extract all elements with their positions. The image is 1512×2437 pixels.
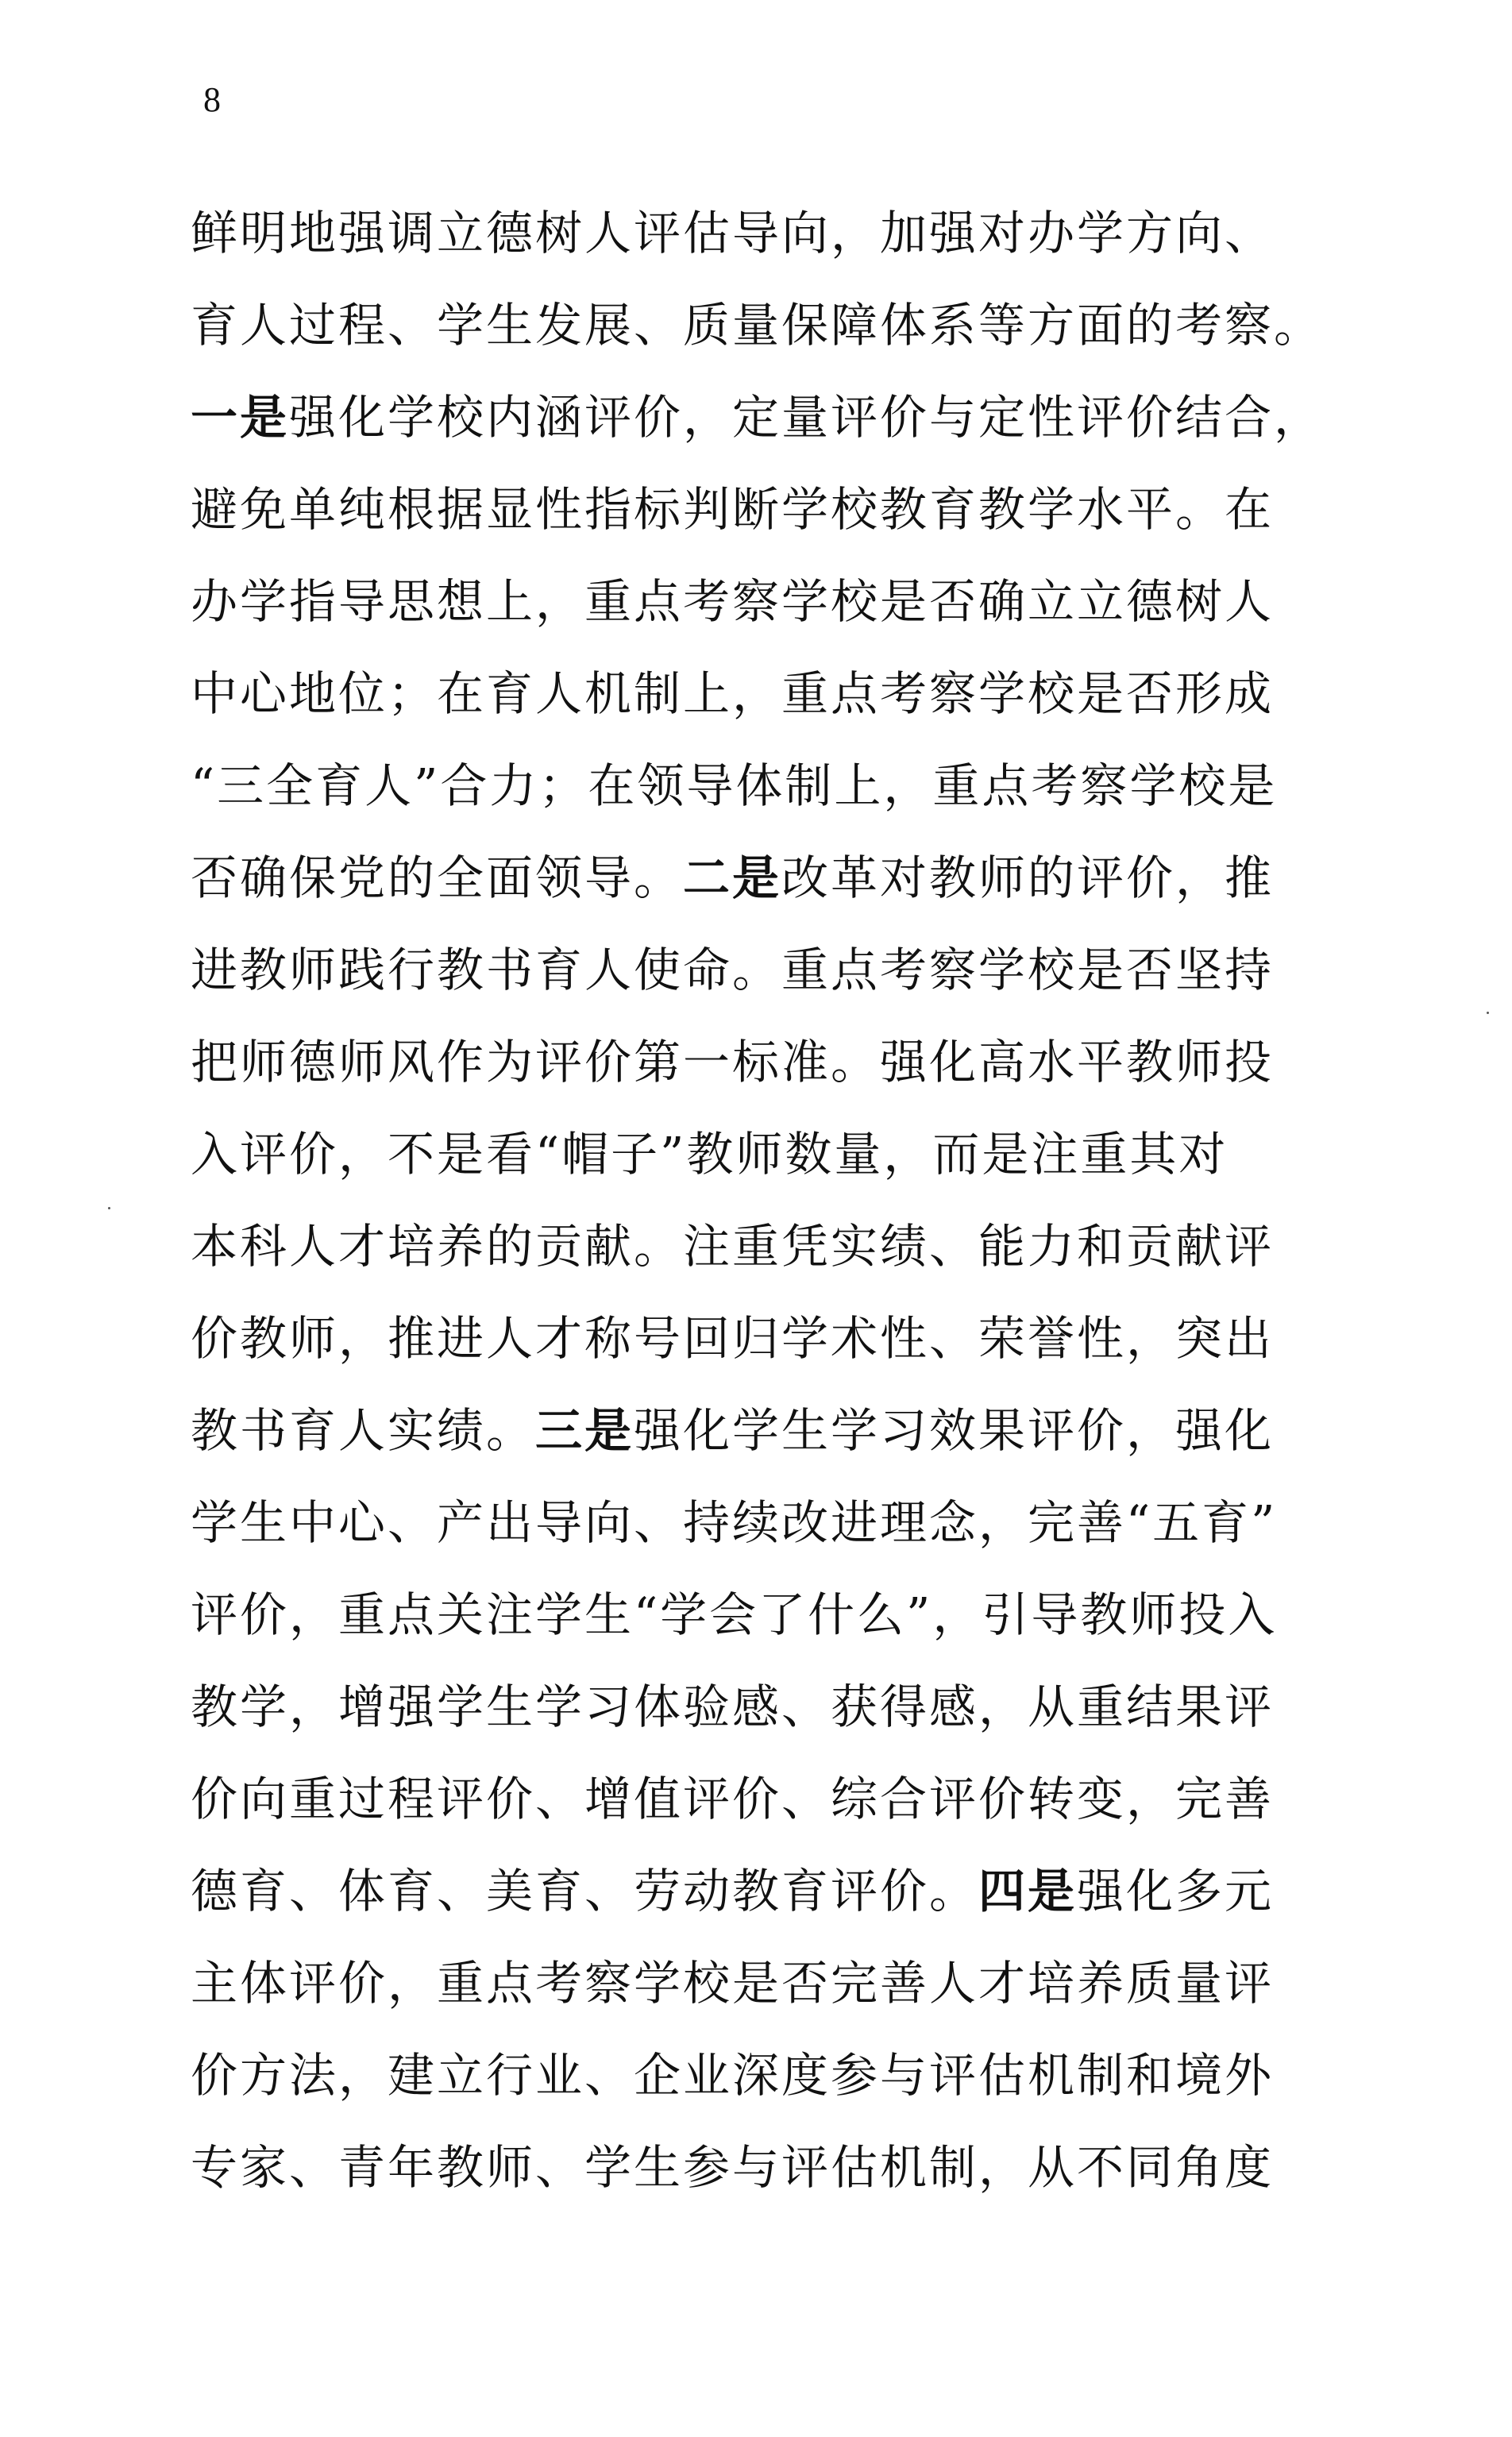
text-line	[191, 372, 1324, 464]
text-segment: 评价，重点关注学生“学会了什么”，引导教师投入	[191, 1587, 1278, 1642]
text-segment: 专家、青年教师、学生参与评估机制，从不同角度	[191, 2140, 1275, 2195]
text-line	[191, 832, 1302, 924]
scan-speck	[1487, 1012, 1489, 1014]
text-line	[191, 280, 1324, 372]
page-number: 8	[203, 80, 221, 119]
text-segment: 主体评价，重点考察学校是否完善人才培养质量评	[191, 1956, 1275, 2011]
text-segment: 把师德师风作为评价第一标准。强化高水平教师投	[191, 1035, 1275, 1089]
text-line	[191, 1845, 1302, 1938]
text-line	[191, 1477, 1302, 1569]
bold-marker: 三是	[535, 1403, 634, 1458]
text-segment: 德育、体育、美育、劳动教育评价。	[191, 1864, 979, 1918]
text-line	[191, 1569, 1302, 1661]
text-line	[191, 1938, 1302, 2030]
text-segment: 避免单纯根据显性指标判断学校教育教学水平。在	[191, 482, 1275, 537]
text-line	[191, 464, 1302, 556]
text-segment: 进教师践行教书育人使命。重点考察学校是否坚持	[191, 943, 1275, 997]
bold-marker: 二是	[683, 850, 782, 905]
text-segment: 改革对教师的评价，推	[781, 850, 1275, 905]
text-line	[191, 740, 1302, 832]
bold-marker: 一是	[191, 390, 290, 445]
text-segment: 学生中心、产出导向、持续改进理念，完善“五育”	[191, 1495, 1278, 1550]
text-line	[191, 187, 1302, 280]
text-line	[191, 556, 1302, 648]
text-line	[191, 924, 1302, 1016]
text-segment: 教书育人实绩。	[191, 1403, 536, 1458]
text-segment: 入评价，不是看“帽子”教师数量，而是注重其对	[191, 1127, 1228, 1182]
text-segment: 价方法，建立行业、企业深度参与评估机制和境外	[191, 2048, 1275, 2103]
text-segment: 强化多元	[1077, 1864, 1275, 1918]
text-segment: 育人过程、学生发展、质量保障体系等方面的考察。	[191, 298, 1324, 353]
text-segment: 价教师，推进人才称号回归学术性、荣誉性，突出	[191, 1311, 1275, 1366]
scan-speck	[108, 1207, 110, 1209]
text-segment: 价向重过程评价、增值评价、综合评价转变，完善	[191, 1772, 1275, 1826]
text-line	[191, 2030, 1302, 2122]
text-segment: 办学指导思想上，重点考察学校是否确立立德树人	[191, 574, 1275, 629]
text-line	[191, 1201, 1302, 1293]
text-line	[191, 1385, 1302, 1477]
text-segment: 强化学校内涵评价，定量评价与定性评价结合，	[289, 390, 1324, 445]
text-segment: 鲜明地强调立德树人评估导向，加强对办学方向、	[191, 206, 1275, 260]
text-segment: 教学，增强学生学习体验感、获得感，从重结果评	[191, 1679, 1275, 1734]
text-segment: “三全育人”合力；在领导体制上，重点考察学校是	[191, 758, 1278, 813]
text-segment: 中心地位；在育人机制上，重点考察学校是否形成	[191, 666, 1275, 721]
text-line	[191, 648, 1302, 740]
text-line	[191, 1661, 1302, 1753]
text-line	[191, 1109, 1302, 1201]
bold-marker: 四是	[978, 1864, 1078, 1918]
text-segment: 本科人才培养的贡献。注重凭实绩、能力和贡献评	[191, 1219, 1275, 1274]
text-line	[191, 1293, 1302, 1385]
text-segment: 强化学生学习效果评价，强化	[634, 1403, 1275, 1458]
text-segment: 否确保党的全面领导。	[191, 850, 684, 905]
body-text	[191, 187, 1324, 2214]
text-line	[191, 1016, 1302, 1109]
text-line	[191, 1753, 1302, 1845]
text-line	[191, 2122, 1302, 2214]
